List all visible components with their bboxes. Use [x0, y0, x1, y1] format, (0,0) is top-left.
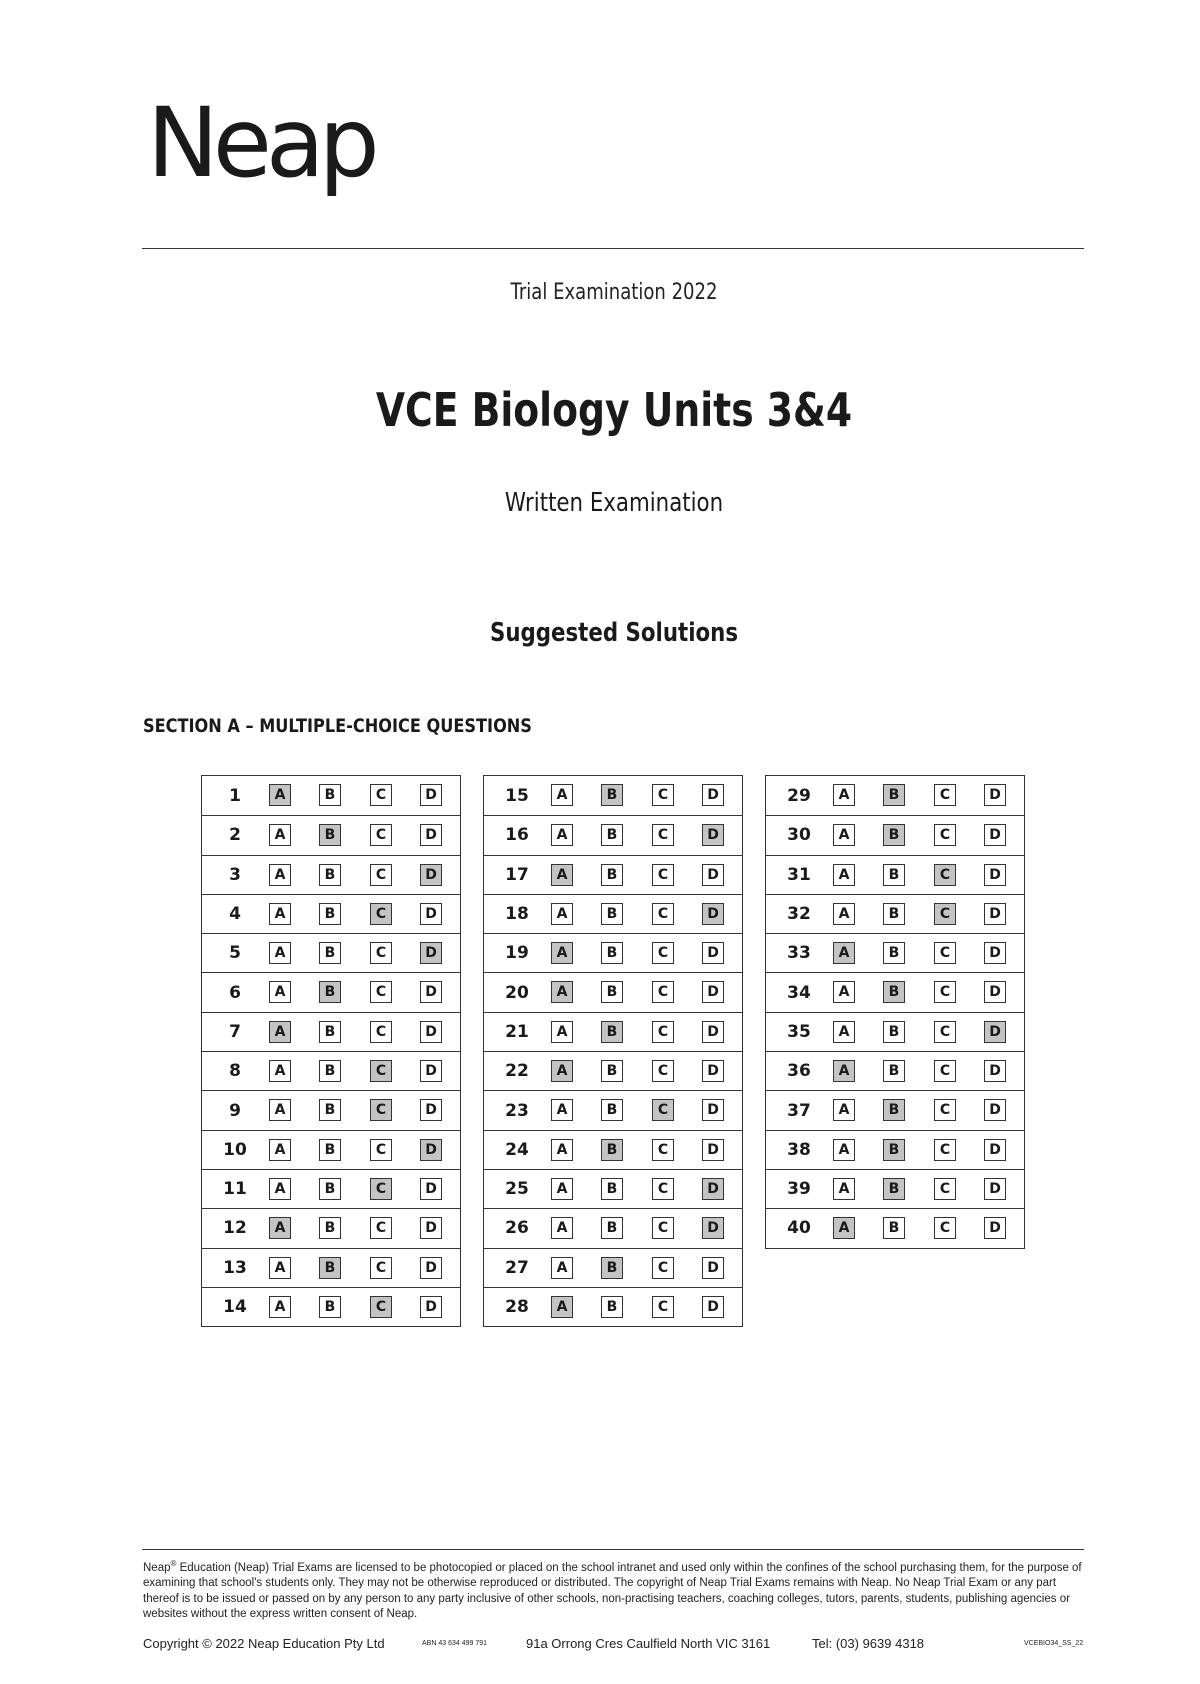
option-box-c: C [370, 1021, 392, 1043]
option-box-b: B [319, 864, 341, 886]
question-number: 39 [787, 1179, 811, 1200]
option-box-b: B [883, 1060, 905, 1082]
option-box-d: D [420, 1257, 442, 1279]
option-box-c: C [652, 1060, 674, 1082]
answer-row [766, 933, 1024, 972]
option-box-c: C [652, 1139, 674, 1161]
option-box-d: D [420, 981, 442, 1003]
answer-row [766, 1012, 1024, 1051]
option-box-a: A [551, 1178, 573, 1200]
option-box-a: A [551, 1021, 573, 1043]
option-box-b: B [319, 824, 341, 846]
option-box-b: B [601, 981, 623, 1003]
option-box-c: C [934, 864, 956, 886]
option-box-a: A [269, 824, 291, 846]
option-box-a: A [269, 981, 291, 1003]
option-box-a: A [551, 1099, 573, 1121]
option-box-d: D [420, 1178, 442, 1200]
question-number: 38 [787, 1139, 811, 1160]
option-box-b: B [883, 1099, 905, 1121]
answer-row [766, 855, 1024, 894]
option-box-c: C [934, 981, 956, 1003]
option-box-c: C [370, 942, 392, 964]
option-box-c: C [652, 942, 674, 964]
option-box-a: A [833, 1139, 855, 1161]
option-box-d: D [702, 981, 724, 1003]
answer-row [766, 894, 1024, 933]
option-box-b: B [601, 1178, 623, 1200]
option-box-d: D [702, 942, 724, 964]
option-box-b: B [319, 1060, 341, 1082]
option-box-d: D [420, 1099, 442, 1121]
question-number: 12 [223, 1218, 247, 1239]
question-number: 34 [787, 982, 811, 1003]
option-box-c: C [652, 1296, 674, 1318]
option-box-a: A [269, 1178, 291, 1200]
option-box-d: D [984, 824, 1006, 846]
question-number: 6 [229, 982, 241, 1003]
option-box-c: C [370, 981, 392, 1003]
option-box-c: C [934, 1021, 956, 1043]
section-heading: SECTION A – MULTIPLE-CHOICE QUESTIONS [143, 715, 532, 737]
question-number: 33 [787, 943, 811, 964]
question-number: 10 [223, 1139, 247, 1160]
option-box-c: C [934, 903, 956, 925]
option-box-b: B [319, 784, 341, 806]
option-box-d: D [984, 1021, 1006, 1043]
option-box-d: D [984, 1060, 1006, 1082]
option-box-b: B [601, 1217, 623, 1239]
answer-row [484, 815, 742, 854]
question-number: 28 [505, 1297, 529, 1317]
question-number: 21 [505, 1021, 529, 1042]
option-box-a: A [551, 1139, 573, 1161]
option-box-a: A [551, 1257, 573, 1279]
answer-row [484, 1012, 742, 1051]
question-number: 3 [229, 864, 241, 885]
option-box-a: A [269, 784, 291, 806]
option-box-a: A [269, 903, 291, 925]
question-number: 14 [223, 1297, 247, 1317]
option-box-d: D [702, 1217, 724, 1239]
option-box-c: C [370, 824, 392, 846]
option-box-a: A [833, 903, 855, 925]
option-box-c: C [652, 1178, 674, 1200]
option-box-c: C [652, 981, 674, 1003]
option-box-a: A [833, 1178, 855, 1200]
solutions-heading: Suggested Solutions [489, 618, 739, 648]
answer-row [202, 1051, 460, 1090]
option-box-d: D [702, 1060, 724, 1082]
option-box-a: A [833, 784, 855, 806]
answer-row [202, 1090, 460, 1129]
option-box-d: D [984, 1139, 1006, 1161]
option-box-b: B [883, 903, 905, 925]
question-number: 22 [505, 1061, 529, 1082]
question-number: 18 [505, 904, 529, 925]
option-box-a: A [551, 1217, 573, 1239]
option-box-a: A [269, 1217, 291, 1239]
answer-row [766, 1051, 1024, 1090]
option-box-d: D [420, 942, 442, 964]
answer-row [202, 894, 460, 933]
answer-row [766, 1090, 1024, 1129]
option-box-a: A [269, 1060, 291, 1082]
option-box-d: D [702, 1296, 724, 1318]
answer-row [202, 776, 460, 815]
option-box-a: A [551, 1296, 573, 1318]
answer-row [202, 1208, 460, 1247]
option-box-d: D [420, 824, 442, 846]
option-box-c: C [370, 864, 392, 886]
option-box-c: C [370, 784, 392, 806]
option-box-c: C [652, 1257, 674, 1279]
answer-row [484, 1287, 742, 1326]
option-box-c: C [370, 1139, 392, 1161]
option-box-a: A [551, 1060, 573, 1082]
question-number: 29 [787, 785, 811, 806]
page-title: VCE Biology Units 3&4 [375, 383, 853, 437]
option-box-b: B [319, 1099, 341, 1121]
footer-divider [142, 1549, 1084, 1550]
option-box-b: B [883, 942, 905, 964]
option-box-a: A [269, 1139, 291, 1161]
option-box-c: C [934, 1099, 956, 1121]
question-number: 25 [505, 1179, 529, 1200]
address-text: 91a Orrong Cres Caulfield North VIC 3161 [526, 1636, 771, 1651]
option-box-a: A [269, 1257, 291, 1279]
answer-row [202, 1012, 460, 1051]
option-box-d: D [984, 1217, 1006, 1239]
header-divider [142, 248, 1084, 249]
question-number: 20 [505, 982, 529, 1003]
option-box-a: A [269, 1021, 291, 1043]
option-box-b: B [319, 1178, 341, 1200]
option-box-a: A [833, 864, 855, 886]
option-box-c: C [934, 1139, 956, 1161]
answer-column [765, 775, 1025, 1249]
question-number: 36 [787, 1061, 811, 1082]
option-box-b: B [601, 1021, 623, 1043]
answer-row [202, 933, 460, 972]
option-box-d: D [420, 1296, 442, 1318]
option-box-a: A [833, 824, 855, 846]
option-box-b: B [601, 1139, 623, 1161]
option-box-b: B [319, 981, 341, 1003]
answer-row [202, 1130, 460, 1169]
option-box-c: C [652, 864, 674, 886]
document-code: VCEBIO34_SS_22 [1024, 1640, 1084, 1647]
answer-row [766, 815, 1024, 854]
option-box-d: D [420, 903, 442, 925]
option-box-d: D [702, 784, 724, 806]
answer-row [484, 894, 742, 933]
question-number: 17 [505, 864, 529, 885]
option-box-c: C [652, 1099, 674, 1121]
question-number: 23 [505, 1100, 529, 1121]
option-box-d: D [984, 864, 1006, 886]
option-box-c: C [370, 1060, 392, 1082]
option-box-c: C [370, 903, 392, 925]
option-box-d: D [702, 903, 724, 925]
option-box-c: C [934, 784, 956, 806]
option-box-b: B [601, 784, 623, 806]
option-box-a: A [551, 824, 573, 846]
option-box-b: B [319, 1217, 341, 1239]
option-box-b: B [319, 903, 341, 925]
question-number: 1 [229, 785, 241, 806]
option-box-c: C [652, 824, 674, 846]
question-number: 15 [505, 785, 529, 806]
answer-row [202, 1248, 460, 1287]
answer-row [766, 972, 1024, 1011]
option-box-a: A [833, 1021, 855, 1043]
option-box-a: A [833, 1217, 855, 1239]
option-box-d: D [420, 864, 442, 886]
question-number: 24 [505, 1139, 529, 1160]
option-box-a: A [551, 903, 573, 925]
abn-text: ABN 43 634 499 791 [422, 1640, 487, 1647]
option-box-d: D [420, 1217, 442, 1239]
option-box-a: A [269, 942, 291, 964]
option-box-a: A [269, 1099, 291, 1121]
option-box-b: B [601, 1257, 623, 1279]
question-number: 19 [505, 943, 529, 964]
option-box-c: C [934, 942, 956, 964]
answer-row [202, 815, 460, 854]
option-box-b: B [601, 864, 623, 886]
answer-row [202, 1287, 460, 1326]
option-box-a: A [833, 981, 855, 1003]
question-number: 13 [223, 1257, 247, 1278]
answer-row [484, 1130, 742, 1169]
answer-row [484, 1051, 742, 1090]
option-box-d: D [420, 784, 442, 806]
option-box-c: C [652, 1021, 674, 1043]
option-box-d: D [984, 981, 1006, 1003]
option-box-c: C [370, 1178, 392, 1200]
option-box-d: D [702, 1021, 724, 1043]
answer-row [766, 1169, 1024, 1208]
option-box-d: D [984, 1099, 1006, 1121]
question-number: 4 [229, 904, 241, 925]
option-box-b: B [319, 1296, 341, 1318]
option-box-d: D [702, 824, 724, 846]
neap-logo: Neap [147, 87, 374, 199]
answer-row [484, 933, 742, 972]
licence-brand: Neap [143, 1561, 171, 1574]
question-number: 27 [505, 1257, 529, 1278]
option-box-b: B [319, 942, 341, 964]
answer-row [484, 1090, 742, 1129]
option-box-d: D [984, 942, 1006, 964]
phone-text: Tel: (03) 9639 4318 [812, 1636, 925, 1651]
answer-row [484, 776, 742, 815]
option-box-b: B [601, 903, 623, 925]
option-box-b: B [319, 1139, 341, 1161]
option-box-d: D [702, 1257, 724, 1279]
option-box-c: C [934, 1060, 956, 1082]
option-box-c: C [652, 784, 674, 806]
option-box-b: B [883, 1139, 905, 1161]
option-box-b: B [883, 1217, 905, 1239]
option-box-b: B [601, 1060, 623, 1082]
option-box-b: B [883, 1178, 905, 1200]
answer-row [484, 855, 742, 894]
option-box-a: A [833, 942, 855, 964]
answer-row [766, 776, 1024, 815]
question-number: 9 [229, 1100, 241, 1121]
question-number: 8 [229, 1061, 241, 1082]
question-number: 30 [787, 825, 811, 846]
option-box-b: B [601, 942, 623, 964]
option-box-b: B [319, 1257, 341, 1279]
answer-row [202, 1169, 460, 1208]
question-number: 7 [229, 1021, 241, 1042]
option-box-b: B [601, 1099, 623, 1121]
option-box-c: C [370, 1217, 392, 1239]
answer-row [484, 1169, 742, 1208]
option-box-c: C [652, 1217, 674, 1239]
option-box-d: D [984, 784, 1006, 806]
question-number: 32 [787, 904, 811, 925]
option-box-c: C [370, 1296, 392, 1318]
answer-row [484, 1248, 742, 1287]
option-box-c: C [934, 1217, 956, 1239]
option-box-d: D [420, 1060, 442, 1082]
option-box-d: D [702, 864, 724, 886]
option-box-b: B [601, 1296, 623, 1318]
exam-type-subtitle: Written Examination [504, 488, 724, 518]
answer-row [202, 972, 460, 1011]
option-box-c: C [652, 903, 674, 925]
option-box-a: A [269, 1296, 291, 1318]
option-box-d: D [420, 1139, 442, 1161]
question-number: 35 [787, 1021, 811, 1042]
question-number: 11 [223, 1179, 247, 1200]
option-box-a: A [551, 784, 573, 806]
option-box-d: D [984, 903, 1006, 925]
option-box-a: A [833, 1060, 855, 1082]
option-box-c: C [934, 1178, 956, 1200]
option-box-c: C [370, 1099, 392, 1121]
answer-row [766, 1130, 1024, 1169]
option-box-b: B [883, 864, 905, 886]
option-box-d: D [984, 1178, 1006, 1200]
option-box-c: C [934, 824, 956, 846]
option-box-b: B [601, 824, 623, 846]
option-box-b: B [883, 981, 905, 1003]
option-box-b: B [319, 1021, 341, 1043]
answer-row [202, 855, 460, 894]
exam-year-label: Trial Examination 2022 [510, 280, 718, 305]
option-box-d: D [702, 1139, 724, 1161]
option-box-c: C [370, 1257, 392, 1279]
registered-mark: ® [170, 1559, 177, 1568]
licence-text: Education (Neap) Trial Exams are licensed to be photocopied or placed on the school intranet and used only within the confines of the school purchasing them, for the purpose of examining that school's students only. They may not be otherwise reproduced or distributed. The copyright of Neap Trial Exams remains with Neap. No Neap Trial Exam or any part thereof is to be issued or passed on by any person to any party inclusive of other schools, non-practising teachers, coaching colleges, tutors, parents, students, publishing agencies or websites without the express written consent of Neap. [143, 1561, 1082, 1621]
option-box-a: A [551, 981, 573, 1003]
option-box-a: A [269, 864, 291, 886]
answer-column [483, 775, 743, 1327]
option-box-b: B [883, 824, 905, 846]
question-number: 2 [229, 825, 241, 846]
copyright-text: Copyright © 2022 Neap Education Pty Ltd [143, 1636, 385, 1651]
question-number: 5 [229, 943, 241, 964]
question-number: 16 [505, 825, 529, 846]
question-number: 40 [787, 1218, 811, 1239]
answer-row [484, 1208, 742, 1247]
question-number: 37 [787, 1100, 811, 1121]
option-box-b: B [883, 784, 905, 806]
option-box-a: A [551, 864, 573, 886]
answer-row [766, 1208, 1024, 1247]
option-box-d: D [702, 1099, 724, 1121]
option-box-d: D [702, 1178, 724, 1200]
answer-row [484, 972, 742, 1011]
answer-column [201, 775, 461, 1327]
option-box-a: A [833, 1099, 855, 1121]
licence-notice [143, 1556, 1083, 1623]
question-number: 26 [505, 1218, 529, 1239]
option-box-a: A [551, 942, 573, 964]
question-number: 31 [787, 864, 811, 885]
option-box-d: D [420, 1021, 442, 1043]
option-box-b: B [883, 1021, 905, 1043]
